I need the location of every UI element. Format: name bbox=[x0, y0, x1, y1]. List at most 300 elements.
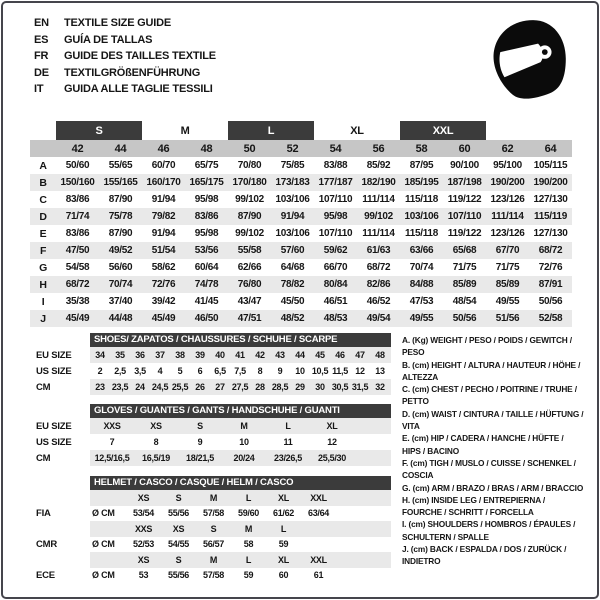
table-row bbox=[30, 521, 392, 537]
cell-value: S bbox=[210, 523, 217, 534]
value-cell: 190/200 bbox=[486, 174, 529, 191]
cell-value: 61/62 bbox=[272, 508, 295, 519]
cell-value: 32 bbox=[375, 382, 385, 392]
value-cell: 54/58 bbox=[65, 262, 90, 273]
table-row bbox=[30, 363, 392, 379]
row-cells bbox=[90, 490, 391, 506]
cell-value: L bbox=[245, 554, 252, 565]
value-cell: 85/92 bbox=[366, 160, 391, 171]
cell-value: 8 bbox=[257, 366, 263, 376]
legend-item: E. (cm) HIP / CADERA / HANCHE / HÜFTE / HIPS / BACINO bbox=[402, 433, 564, 456]
cell-value: 28,5 bbox=[271, 382, 289, 392]
value-cell: 190/200 bbox=[529, 174, 572, 191]
language-row bbox=[34, 15, 216, 32]
value-cell: 103/106 bbox=[275, 228, 310, 239]
value-cell: 84/88 bbox=[400, 276, 443, 293]
value-cell: 107/110 bbox=[443, 208, 486, 225]
row-letter: J bbox=[30, 310, 56, 327]
value-cell: 68/72 bbox=[366, 262, 391, 273]
cell-value: XL bbox=[326, 421, 338, 431]
size-header: 64 bbox=[529, 140, 572, 157]
value-cell: 64/68 bbox=[280, 262, 305, 273]
value-cell: 155/165 bbox=[99, 174, 142, 191]
cell-value: 11 bbox=[283, 437, 293, 447]
legend-item: H. (cm) INSIDE LEG / ENTREPIERNA / FOURCHE / SCHRITT / FORCELLA bbox=[402, 494, 546, 518]
language-row bbox=[34, 48, 216, 65]
value-cell: 170/180 bbox=[228, 174, 271, 191]
value-cell: 60/70 bbox=[151, 160, 176, 171]
cell-value: 55/56 bbox=[167, 570, 190, 581]
cell-value: S bbox=[175, 492, 182, 503]
value-cell: 51/54 bbox=[142, 242, 185, 259]
cell-value: 63/64 bbox=[307, 508, 330, 519]
value-cell: 79/82 bbox=[142, 208, 185, 225]
row-label: ECE bbox=[36, 569, 55, 581]
measurement-row bbox=[30, 174, 572, 191]
value-cell: 35/38 bbox=[65, 296, 90, 307]
size-header: 44 bbox=[99, 140, 142, 157]
value-cell: 49/55 bbox=[495, 296, 520, 307]
row-label: FIA bbox=[36, 507, 51, 519]
legend-item: C. (cm) CHEST / PECHO / POITRINE / TRUHE / PETTO bbox=[402, 384, 577, 407]
value-cell: 187/198 bbox=[443, 174, 486, 191]
size-group-row bbox=[30, 121, 572, 140]
value-cell: 111/114 bbox=[486, 208, 529, 225]
row-cells bbox=[90, 506, 391, 522]
value-cell: 47/50 bbox=[56, 242, 99, 259]
value-cell: 46/50 bbox=[185, 310, 228, 327]
value-cell: 75/78 bbox=[99, 208, 142, 225]
legend-item: D. (cm) WAIST / CINTURA / TAILLE / HÜFTUNG / VITA bbox=[402, 408, 584, 432]
measurement-row bbox=[30, 242, 572, 259]
value-cell: 80/84 bbox=[314, 276, 357, 293]
cell-value: 7,5 bbox=[234, 366, 246, 376]
legend-item: F. (cm) TIGH / MUSLO / CUISSE / SCHENKEL / COSCIA bbox=[402, 457, 576, 481]
value-cell: 71/75 bbox=[495, 262, 520, 273]
value-cell: 83/86 bbox=[185, 208, 228, 225]
value-cell: 103/106 bbox=[275, 194, 310, 205]
cell-value: XXS bbox=[103, 421, 121, 431]
sizes-row bbox=[30, 140, 572, 157]
cell-value: 46 bbox=[335, 350, 345, 360]
value-cell: 87/91 bbox=[529, 276, 572, 293]
cell-value: 25,5 bbox=[171, 382, 189, 392]
value-cell: 71/75 bbox=[452, 262, 477, 273]
value-cell: 45/49 bbox=[56, 310, 99, 327]
value-cell: 51/56 bbox=[486, 310, 529, 327]
cell-value: 13 bbox=[375, 366, 385, 376]
size-group-l: L bbox=[228, 121, 314, 140]
cell-value: 54/55 bbox=[167, 539, 190, 550]
value-cell: 105/115 bbox=[533, 160, 568, 171]
value-cell: 107/110 bbox=[318, 194, 353, 205]
value-cell: 160/170 bbox=[142, 174, 185, 191]
value-cell: 62/66 bbox=[237, 262, 262, 273]
cell-value: 38 bbox=[175, 350, 185, 360]
value-cell: 59/62 bbox=[314, 242, 357, 259]
value-cell: 50/56 bbox=[443, 310, 486, 327]
cell-value: 20/24 bbox=[233, 453, 255, 463]
cell-value: 7 bbox=[109, 437, 115, 447]
unit-label: Ø CM bbox=[92, 570, 115, 581]
shoes-table bbox=[30, 333, 392, 395]
row-letter: F bbox=[30, 242, 56, 259]
value-cell: 150/160 bbox=[56, 174, 99, 191]
table-row bbox=[30, 434, 392, 450]
language-code: DE bbox=[34, 66, 49, 79]
cell-value: 55/56 bbox=[167, 508, 190, 519]
row-letter: H bbox=[30, 276, 56, 293]
table-row bbox=[30, 347, 392, 363]
cell-value: 10 bbox=[239, 437, 249, 447]
value-cell: 185/195 bbox=[400, 174, 443, 191]
value-cell: 56/60 bbox=[108, 262, 133, 273]
size-group-m: M bbox=[180, 124, 190, 137]
value-cell: 66/70 bbox=[323, 262, 348, 273]
language-code: EN bbox=[34, 17, 49, 29]
cell-value: 31,5 bbox=[351, 382, 369, 392]
table-row bbox=[30, 490, 392, 506]
cell-value: M bbox=[244, 523, 253, 534]
gloves-table bbox=[30, 404, 392, 466]
value-cell: 83/86 bbox=[65, 228, 90, 239]
value-cell: 37/40 bbox=[108, 296, 133, 307]
cell-value: 53/54 bbox=[132, 508, 155, 519]
table-row bbox=[30, 552, 392, 568]
cell-value: 12,5/16,5 bbox=[94, 453, 130, 463]
value-cell: 52/58 bbox=[529, 310, 572, 327]
value-cell: 107/110 bbox=[318, 228, 353, 239]
cell-value: 44 bbox=[295, 350, 305, 360]
cell-value: 48 bbox=[375, 350, 385, 360]
value-cell: 39/42 bbox=[151, 296, 176, 307]
value-cell: 58/62 bbox=[151, 262, 176, 273]
value-cell: 49/52 bbox=[99, 242, 142, 259]
row-label: US SIZE bbox=[36, 436, 72, 448]
value-cell: 182/190 bbox=[357, 174, 400, 191]
unit-label: Ø CM bbox=[92, 508, 115, 519]
value-cell: 177/187 bbox=[314, 174, 357, 191]
row-cells bbox=[90, 537, 391, 553]
cell-value: 57/58 bbox=[202, 570, 225, 581]
section-title: GLOVES / GUANTES / GANTS / HANDSCHUHE / GUANTI bbox=[90, 404, 391, 418]
size-header: 62 bbox=[486, 140, 529, 157]
cell-value: 9 bbox=[277, 366, 283, 376]
cell-value: 12 bbox=[327, 437, 337, 447]
value-cell: 70/74 bbox=[409, 262, 434, 273]
language-code: ES bbox=[34, 33, 49, 46]
measurement-row bbox=[30, 293, 572, 310]
cell-value: XL bbox=[278, 554, 289, 565]
value-cell: 55/58 bbox=[228, 242, 271, 259]
value-cell: 72/76 bbox=[538, 262, 563, 273]
value-cell: 95/98 bbox=[194, 228, 219, 239]
guide-title: TEXTILGRÖßENFÜHRUNG bbox=[64, 66, 201, 79]
measurement-row bbox=[30, 310, 572, 327]
cell-value: 37 bbox=[155, 350, 165, 360]
value-cell: 95/98 bbox=[314, 208, 357, 225]
cell-value: 29 bbox=[295, 382, 305, 392]
value-cell: 82/86 bbox=[357, 276, 400, 293]
unit-label: Ø CM bbox=[92, 539, 115, 550]
cell-value: 4 bbox=[157, 366, 163, 376]
value-cell: 95/98 bbox=[194, 194, 219, 205]
cell-value: XS bbox=[137, 492, 150, 503]
language-code: FR bbox=[34, 50, 49, 62]
value-cell: 72/76 bbox=[142, 276, 185, 293]
value-cell: 95/100 bbox=[493, 160, 522, 171]
value-cell: 70/74 bbox=[99, 276, 142, 293]
cell-value: 43 bbox=[275, 350, 285, 360]
cell-value: 18/21,5 bbox=[186, 453, 214, 463]
main-size-table-body bbox=[30, 121, 572, 327]
cell-value: 2,5 bbox=[114, 366, 126, 376]
row-cells bbox=[90, 379, 391, 395]
cell-value: 40 bbox=[215, 350, 225, 360]
value-cell: 67/70 bbox=[486, 242, 529, 259]
value-cell: 123/126 bbox=[490, 194, 525, 205]
cell-value: 24,5 bbox=[151, 382, 169, 392]
value-cell: 48/52 bbox=[271, 310, 314, 327]
value-cell: 65/68 bbox=[443, 242, 486, 259]
cell-value: 24 bbox=[135, 382, 145, 392]
value-cell: 91/94 bbox=[151, 228, 176, 239]
section-title: HELMET / CASCO / CASQUE / HELM / CASCO bbox=[90, 476, 391, 490]
value-cell: 46/51 bbox=[323, 296, 348, 307]
cell-value: XXL bbox=[310, 554, 327, 565]
legend-item: G. (cm) ARM / BRAZO / BRAS / ARM / BRACCIO bbox=[402, 482, 584, 493]
value-cell: 127/130 bbox=[533, 194, 568, 205]
legend-item: I. (cm) SHOULDERS / HOMBROS / ÉPAULES / SCHULTERN / SPALLE bbox=[402, 519, 576, 542]
value-cell: 74/78 bbox=[185, 276, 228, 293]
value-cell: 50/56 bbox=[538, 296, 563, 307]
cell-value: 30 bbox=[315, 382, 325, 392]
cell-value: 60 bbox=[278, 570, 289, 581]
measurement-row bbox=[30, 157, 572, 174]
value-cell: 68/72 bbox=[56, 276, 99, 293]
cell-value: XS bbox=[150, 421, 162, 431]
row-letter: A bbox=[39, 159, 47, 172]
guide-title: GUÍA DE TALLAS bbox=[64, 33, 153, 46]
value-cell: 55/65 bbox=[108, 160, 133, 171]
measurement-legend bbox=[402, 334, 584, 568]
cell-value: M bbox=[209, 492, 218, 503]
cell-value: 41 bbox=[235, 350, 245, 360]
row-cells bbox=[90, 521, 391, 537]
cell-value: XXS bbox=[134, 523, 153, 534]
table-row bbox=[30, 568, 392, 584]
value-cell: 63/66 bbox=[400, 242, 443, 259]
cell-value: 42 bbox=[255, 350, 265, 360]
row-cells bbox=[90, 434, 391, 450]
guide-title: GUIDA ALLE TAGLIE TESSILI bbox=[64, 83, 213, 95]
value-cell: 123/126 bbox=[490, 228, 525, 239]
value-cell: 65/75 bbox=[194, 160, 219, 171]
row-cells bbox=[90, 363, 391, 379]
cell-value: 39 bbox=[195, 350, 205, 360]
value-cell: 45/50 bbox=[280, 296, 305, 307]
value-cell: 103/106 bbox=[400, 208, 443, 225]
value-cell: 75/85 bbox=[280, 160, 305, 171]
cell-value: 16,5/19 bbox=[142, 453, 170, 463]
cell-value: 9 bbox=[197, 437, 203, 447]
cell-value: 45 bbox=[315, 350, 325, 360]
cell-value: 36 bbox=[135, 350, 145, 360]
row-label: CMR bbox=[36, 538, 58, 550]
row-label: CM bbox=[36, 452, 51, 464]
table-row bbox=[30, 537, 392, 553]
cell-value: XS bbox=[172, 523, 185, 534]
value-cell: 57/60 bbox=[271, 242, 314, 259]
value-cell: 87/90 bbox=[108, 194, 133, 205]
size-header: 60 bbox=[443, 140, 486, 157]
cell-value: 27,5 bbox=[231, 382, 249, 392]
cell-value: 56/57 bbox=[202, 539, 225, 550]
cell-value: 59 bbox=[243, 570, 254, 581]
value-cell: 53/56 bbox=[185, 242, 228, 259]
value-cell: 46/52 bbox=[366, 296, 391, 307]
cell-value: 6,5 bbox=[214, 366, 226, 376]
value-cell: 165/175 bbox=[185, 174, 228, 191]
size-header: 50 bbox=[228, 140, 271, 157]
cell-value: 35 bbox=[115, 350, 125, 360]
measurement-row bbox=[30, 208, 572, 225]
cell-value: M bbox=[240, 421, 248, 431]
size-group-s: S bbox=[56, 121, 142, 140]
cell-value: 52/53 bbox=[132, 539, 155, 550]
value-cell: 71/74 bbox=[56, 208, 99, 225]
cell-value: XS bbox=[137, 554, 150, 565]
row-letter: D bbox=[30, 208, 56, 225]
value-cell: 50/60 bbox=[65, 160, 90, 171]
cell-value: 11,5 bbox=[332, 366, 348, 376]
helmet-table bbox=[30, 476, 392, 583]
guide-title: TEXTILE SIZE GUIDE bbox=[64, 17, 172, 29]
cell-value: 53 bbox=[138, 570, 149, 581]
cell-value: 3,5 bbox=[134, 366, 146, 376]
value-cell: 87/95 bbox=[409, 160, 434, 171]
main-size-table bbox=[30, 121, 572, 327]
value-cell: 47/53 bbox=[409, 296, 434, 307]
cell-value: 57/58 bbox=[202, 508, 225, 519]
table-row bbox=[30, 379, 392, 395]
row-label: EU SIZE bbox=[36, 420, 72, 432]
cell-value: 59 bbox=[278, 539, 289, 550]
measurement-row bbox=[30, 225, 572, 242]
cell-value: S bbox=[197, 421, 203, 431]
cell-value: 59/60 bbox=[237, 508, 260, 519]
value-cell: 115/118 bbox=[405, 228, 438, 239]
cell-value: 12 bbox=[355, 366, 365, 376]
row-cells bbox=[90, 347, 391, 363]
value-cell: 91/94 bbox=[271, 208, 314, 225]
cell-value: 27 bbox=[215, 382, 225, 392]
language-row bbox=[34, 81, 216, 98]
cell-value: 28 bbox=[255, 382, 265, 392]
row-letter: B bbox=[30, 174, 56, 191]
size-group-spacer bbox=[486, 121, 529, 140]
size-header: 42 bbox=[56, 140, 99, 157]
value-cell: 99/102 bbox=[235, 228, 264, 239]
cell-value: 47 bbox=[355, 350, 365, 360]
cell-value: 23/26,5 bbox=[274, 453, 302, 463]
value-cell: 111/114 bbox=[362, 228, 395, 239]
cell-value: 26 bbox=[195, 382, 205, 392]
section-title: SHOES/ ZAPATOS / CHAUSSURES / SCHUHE / SCARPE bbox=[90, 333, 391, 347]
cell-value: 10,5 bbox=[311, 366, 329, 376]
value-cell: 49/55 bbox=[400, 310, 443, 327]
value-cell: 99/102 bbox=[235, 194, 264, 205]
value-cell: 83/88 bbox=[323, 160, 348, 171]
measurement-row bbox=[30, 191, 572, 208]
sizes-row-spacer bbox=[30, 140, 56, 157]
language-code: IT bbox=[34, 83, 44, 95]
row-label: EU SIZE bbox=[36, 349, 72, 361]
cell-value: XXL bbox=[310, 492, 327, 503]
value-cell: 48/53 bbox=[314, 310, 357, 327]
size-header: 58 bbox=[400, 140, 443, 157]
value-cell: 87/90 bbox=[108, 228, 133, 239]
table-row bbox=[30, 506, 392, 522]
value-cell: 119/122 bbox=[447, 194, 482, 205]
language-row bbox=[34, 65, 216, 82]
value-cell: 70/80 bbox=[237, 160, 262, 171]
row-letter: E bbox=[39, 227, 47, 240]
cell-value: 23,5 bbox=[111, 382, 129, 392]
value-cell: 43/47 bbox=[237, 296, 262, 307]
size-header: 54 bbox=[314, 140, 357, 157]
value-cell: 78/82 bbox=[271, 276, 314, 293]
language-list bbox=[34, 15, 216, 98]
value-cell: 83/86 bbox=[65, 194, 90, 205]
cell-value: M bbox=[209, 554, 218, 565]
size-header: 52 bbox=[271, 140, 314, 157]
cell-value: XL bbox=[278, 492, 289, 503]
cell-value: 5 bbox=[177, 366, 183, 376]
language-row bbox=[34, 32, 216, 49]
size-group-xxl: XXL bbox=[400, 121, 486, 140]
measurement-row bbox=[30, 276, 572, 293]
legend-item: J. (cm) BACK / ESPALDA / DOS / ZURÜCK / INDIETRO bbox=[402, 544, 567, 567]
row-label: CM bbox=[36, 381, 51, 393]
row-cells bbox=[90, 450, 391, 466]
value-cell: 173/183 bbox=[271, 174, 314, 191]
size-header: 46 bbox=[142, 140, 185, 157]
value-cell: 99/102 bbox=[357, 208, 400, 225]
cell-value: 58 bbox=[243, 539, 254, 550]
cell-value: S bbox=[175, 554, 182, 565]
cell-value: 30,5 bbox=[331, 382, 349, 392]
value-cell: 115/119 bbox=[529, 208, 572, 225]
cell-value: 2 bbox=[97, 366, 103, 376]
size-group-xl: XL bbox=[350, 124, 364, 137]
racing-helmet-icon bbox=[486, 16, 570, 110]
guide-title: GUIDE DES TAILLES TEXTILE bbox=[64, 50, 216, 62]
value-cell: 41/45 bbox=[194, 296, 219, 307]
cell-value: 34 bbox=[95, 350, 105, 360]
value-cell: 47/51 bbox=[228, 310, 271, 327]
value-cell: 111/114 bbox=[362, 194, 395, 205]
value-cell: 76/80 bbox=[228, 276, 271, 293]
value-cell: 85/89 bbox=[443, 276, 486, 293]
row-letter: C bbox=[39, 193, 47, 206]
cell-value: 61 bbox=[313, 570, 324, 581]
table-row bbox=[30, 418, 392, 434]
row-cells bbox=[90, 568, 391, 584]
cell-value: L bbox=[245, 492, 252, 503]
legend-item: B. (cm) HEIGHT / ALTURA / HAUTEUR / HÖHE / ALTEZZA bbox=[402, 359, 581, 382]
value-cell: 45/49 bbox=[142, 310, 185, 327]
